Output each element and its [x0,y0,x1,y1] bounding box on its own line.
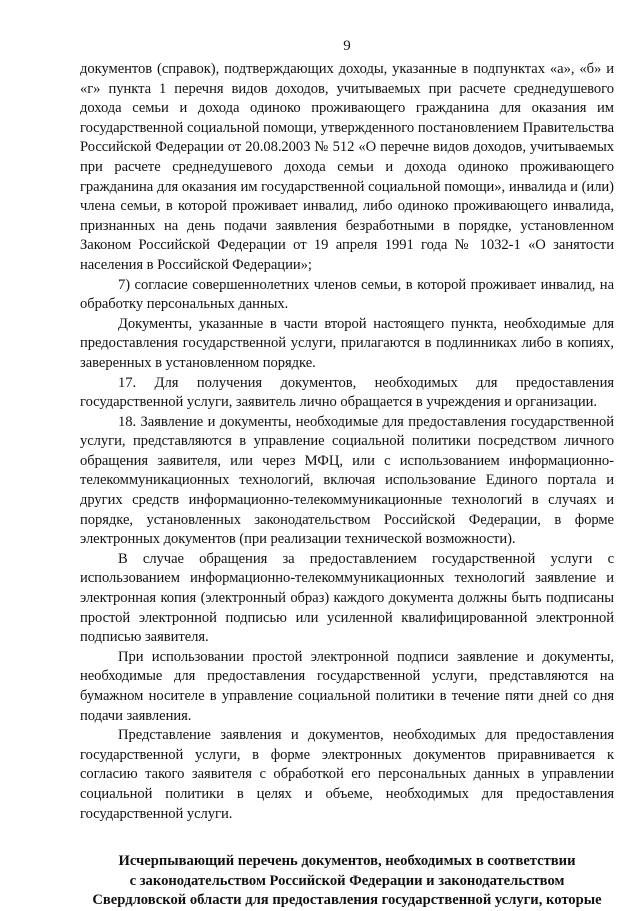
section-heading-line: Исчерпывающий перечень документов, необходимых в соответствии [118,853,576,870]
paragraph-simple-signature: При использовании простой электронной подписи заявление и документы, необходимые для предоставления государственной услуги, представляются на бумажном носителе в управление социальной политики в течение пяти дней со дня подачи заявления. [80,648,614,724]
paragraph-income-documents: документов (справок), подтверждающих доходы, указанные в подпунктах «а», «б» и «г» пункта 1 перечня видов доходов, учитываемых при расчете среднедушевого дохода семьи и дохода одиноко проживающего гражданина для оказания им государственной социальной помощи, утвержденного постановлением Правительства Российской Федерации от 20.08.2003 № 512 «О перечне видов доходов, учитываемых при расчете среднедушевого дохода семьи и дохода одиноко проживающего гражданина для оказания им государственной социальной помощи», инвалида и (или) члена семьи, в которой проживает инвалид, либо одиноко проживающего инвалида, признанных на день подачи заявления безработными в порядке, установленном Законом Российской Федерации от 19 апреля 1991 года № 1032-1 «О занятости населения в Российской Федерации»; [80,61,614,273]
paragraph-item-17: 17. Для получения документов, необходимых для предоставления государственной услуги, заявитель лично обращается в учреждения и организации. [80,374,614,411]
paragraph-originals-or-copies: Документы, указанные в части второй настоящего пункта, необходимые для предоставления государственной услуги, прилагаются в подлинниках либо в копиях, заверенных в установленном порядке. [80,315,614,371]
paragraph-consent-item-7: 7) согласие совершеннолетних членов семьи, в которой проживает инвалид, на обработку персональных данных. [80,276,614,313]
section-heading-line: Свердловской области для предоставления государственной услуги, которые [92,892,602,909]
paragraph-item-18: 18. Заявление и документы, необходимые для предоставления государственной услуги, представляются в управление социальной политики посредством личного обращения заявителя, или через МФЦ, или с использованием информационно-телекоммуникационных технологий, включая использование Единого портала и других средств информационно-телекоммуникационные технологий в случаях и порядке, установленных законодательством Российской Федерации, в форме электронных документов (при реализации технической возможности). [80,413,614,548]
section-heading-line: с законодательством Российской Федерации и законодательством [129,872,565,889]
page-number: 9 [343,38,351,54]
paragraph-electronic-signature: В случае обращения за предоставлением государственной услуги с использованием информационно-телекоммуникационных технологий заявление и электронная копия (электронный образ) каждого документа должны быть подписаны простой электронной подписью или усиленной квалифицированной электронной подписью заявителя. [80,550,614,646]
paragraph-personal-data-consent: Представление заявления и документов, необходимых для предоставления государственной услуги, в форме электронных документов приравнивается к согласию такого заявителя с обработкой его персональных данных в управлении социальной политики в целях и объеме, необходимых для предоставления государственной услуги. [80,727,614,822]
document-page [80,38,614,911]
section-heading [80,852,614,911]
